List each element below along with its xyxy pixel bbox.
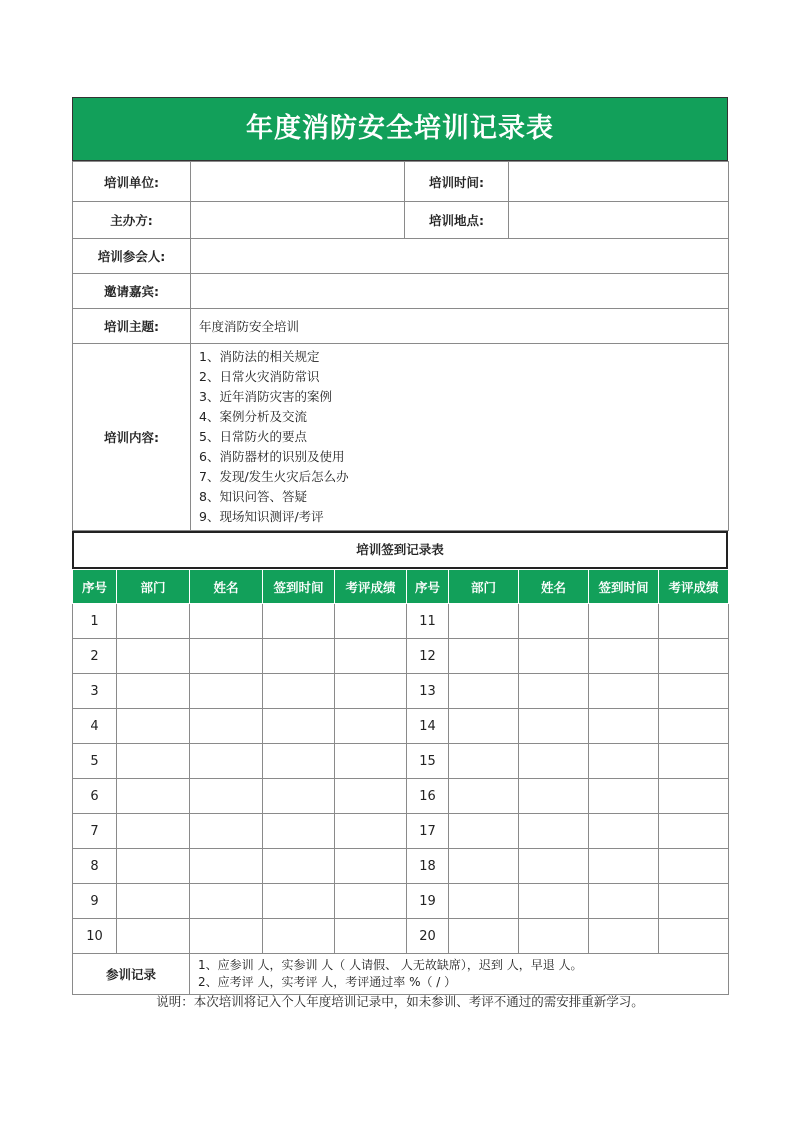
attendance-label: 参训记录 <box>73 954 190 995</box>
name-cell[interactable] <box>190 639 263 674</box>
dept-cell[interactable] <box>117 639 190 674</box>
content-list <box>191 344 729 531</box>
row-number: 17 <box>407 814 449 849</box>
score-cell[interactable] <box>659 884 729 919</box>
dept-cell[interactable] <box>117 674 190 709</box>
header-cell: 签到时间 <box>589 570 659 604</box>
signin-time-cell[interactable] <box>263 919 335 954</box>
dept-cell[interactable] <box>449 744 519 779</box>
dept-cell[interactable] <box>449 779 519 814</box>
host-field[interactable] <box>191 202 405 239</box>
header-cell: 考评成绩 <box>335 570 407 604</box>
dept-cell[interactable] <box>449 674 519 709</box>
dept-cell[interactable] <box>117 849 190 884</box>
attendance-line-2: 2、应考评 人，实考评 人，考评通过率 %（ / ） <box>198 975 457 989</box>
row-number: 4 <box>73 709 117 744</box>
name-cell[interactable] <box>519 779 589 814</box>
signin-header-row <box>73 570 729 604</box>
signin-time-cell[interactable] <box>263 779 335 814</box>
row-number: 19 <box>407 884 449 919</box>
header-cell: 姓名 <box>190 570 263 604</box>
attendance-summary <box>190 954 729 995</box>
content-item: 1、消防法的相关规定 <box>199 349 320 364</box>
dept-cell[interactable] <box>449 919 519 954</box>
score-cell[interactable] <box>659 604 729 639</box>
name-cell[interactable] <box>190 709 263 744</box>
table-row <box>73 674 729 709</box>
row-number: 18 <box>407 849 449 884</box>
guest-field[interactable] <box>191 274 729 309</box>
signin-time-cell[interactable] <box>589 779 659 814</box>
name-cell[interactable] <box>190 604 263 639</box>
score-cell[interactable] <box>335 604 407 639</box>
training-record-form <box>72 97 728 995</box>
row-number: 7 <box>73 814 117 849</box>
row-number: 15 <box>407 744 449 779</box>
header-cell: 姓名 <box>519 570 589 604</box>
name-cell[interactable] <box>190 919 263 954</box>
info-table <box>72 161 729 531</box>
score-cell[interactable] <box>335 709 407 744</box>
signin-time-cell[interactable] <box>263 744 335 779</box>
signin-body <box>73 604 729 954</box>
table-row <box>73 744 729 779</box>
footnote: 说明：本次培训将记入个人年度培训记录中，如未参训、考评不通过的需安排重新学习。 <box>156 994 644 1009</box>
header-cell: 签到时间 <box>263 570 335 604</box>
score-cell[interactable] <box>335 779 407 814</box>
name-cell[interactable] <box>519 814 589 849</box>
header-cell: 序号 <box>73 570 117 604</box>
guest-label: 邀请嘉宾: <box>73 274 191 309</box>
topic-label: 培训主题: <box>73 309 191 344</box>
row-number: 13 <box>407 674 449 709</box>
row-number: 12 <box>407 639 449 674</box>
row-number: 6 <box>73 779 117 814</box>
table-row <box>73 639 729 674</box>
table-row <box>73 604 729 639</box>
score-cell[interactable] <box>659 639 729 674</box>
table-row <box>73 884 729 919</box>
signin-time-cell[interactable] <box>263 849 335 884</box>
header-cell: 部门 <box>449 570 519 604</box>
signin-time-cell[interactable] <box>589 919 659 954</box>
score-cell[interactable] <box>335 814 407 849</box>
attendance-row <box>73 954 729 995</box>
host-label: 主办方: <box>73 202 191 239</box>
name-cell[interactable] <box>190 884 263 919</box>
form-title: 年度消防安全培训记录表 <box>72 97 728 161</box>
content-item: 7、发现/发生火灾后怎么办 <box>199 469 349 484</box>
dept-cell[interactable] <box>449 884 519 919</box>
signin-time-cell[interactable] <box>263 674 335 709</box>
signin-title: 培训签到记录表 <box>72 531 728 569</box>
name-cell[interactable] <box>519 674 589 709</box>
dept-cell[interactable] <box>117 814 190 849</box>
unit-field[interactable] <box>191 162 405 202</box>
header-cell: 部门 <box>117 570 190 604</box>
content-item: 4、案例分析及交流 <box>199 409 307 424</box>
dept-cell[interactable] <box>117 884 190 919</box>
row-number: 1 <box>73 604 117 639</box>
name-cell[interactable] <box>519 849 589 884</box>
content-item: 9、现场知识测评/考评 <box>199 509 324 524</box>
name-cell[interactable] <box>519 744 589 779</box>
signin-time-cell[interactable] <box>589 814 659 849</box>
signin-time-cell[interactable] <box>589 884 659 919</box>
score-cell[interactable] <box>335 849 407 884</box>
unit-label: 培训单位: <box>73 162 191 202</box>
header-cell: 考评成绩 <box>659 570 729 604</box>
content-item: 6、消防器材的识别及使用 <box>199 449 345 464</box>
table-row <box>73 919 729 954</box>
content-item: 5、日常防火的要点 <box>199 429 307 444</box>
dept-cell[interactable] <box>117 709 190 744</box>
signin-time-cell[interactable] <box>589 639 659 674</box>
name-cell[interactable] <box>519 709 589 744</box>
score-cell[interactable] <box>335 674 407 709</box>
name-cell[interactable] <box>519 884 589 919</box>
signin-time-cell[interactable] <box>263 639 335 674</box>
row-number: 11 <box>407 604 449 639</box>
name-cell[interactable] <box>190 779 263 814</box>
row-number: 2 <box>73 639 117 674</box>
content-item: 3、近年消防灾害的案例 <box>199 389 332 404</box>
score-cell[interactable] <box>659 849 729 884</box>
row-number: 14 <box>407 709 449 744</box>
dept-cell[interactable] <box>449 709 519 744</box>
dept-cell[interactable] <box>117 744 190 779</box>
score-cell[interactable] <box>659 744 729 779</box>
signin-time-cell[interactable] <box>589 674 659 709</box>
name-cell[interactable] <box>190 674 263 709</box>
signin-time-cell[interactable] <box>263 604 335 639</box>
name-cell[interactable] <box>190 744 263 779</box>
row-number: 20 <box>407 919 449 954</box>
name-cell[interactable] <box>190 849 263 884</box>
table-row <box>73 849 729 884</box>
time-field[interactable] <box>509 162 729 202</box>
dept-cell[interactable] <box>117 919 190 954</box>
table-row <box>73 814 729 849</box>
topic-field[interactable]: 年度消防安全培训 <box>191 309 729 344</box>
content-item: 2、日常火灾消防常识 <box>199 369 320 384</box>
time-label: 培训时间: <box>405 162 509 202</box>
dept-cell[interactable] <box>449 604 519 639</box>
row-number: 8 <box>73 849 117 884</box>
score-cell[interactable] <box>659 814 729 849</box>
name-cell[interactable] <box>519 639 589 674</box>
attendee-label: 培训参会人: <box>73 239 191 274</box>
dept-cell[interactable] <box>449 849 519 884</box>
place-field[interactable] <box>509 202 729 239</box>
content-item: 8、知识问答、答疑 <box>199 489 307 504</box>
row-number: 3 <box>73 674 117 709</box>
dept-cell[interactable] <box>117 604 190 639</box>
table-row <box>73 779 729 814</box>
row-number: 5 <box>73 744 117 779</box>
dept-cell[interactable] <box>117 779 190 814</box>
score-cell[interactable] <box>659 709 729 744</box>
row-number: 10 <box>73 919 117 954</box>
attendee-field[interactable] <box>191 239 729 274</box>
signin-time-cell[interactable] <box>589 744 659 779</box>
signin-time-cell[interactable] <box>263 884 335 919</box>
dept-cell[interactable] <box>449 639 519 674</box>
signin-table <box>72 569 729 995</box>
signin-time-cell[interactable] <box>589 849 659 884</box>
header-cell: 序号 <box>407 570 449 604</box>
signin-time-cell[interactable] <box>263 814 335 849</box>
name-cell[interactable] <box>190 814 263 849</box>
row-number: 16 <box>407 779 449 814</box>
attendance-line-1: 1、应参训 人，实参训 人（ 人请假、 人无故缺席），迟到 人，早退 人。 <box>198 958 583 972</box>
signin-time-cell[interactable] <box>589 709 659 744</box>
signin-time-cell[interactable] <box>263 709 335 744</box>
signin-time-cell[interactable] <box>589 604 659 639</box>
score-cell[interactable] <box>335 744 407 779</box>
score-cell[interactable] <box>659 779 729 814</box>
name-cell[interactable] <box>519 919 589 954</box>
score-cell[interactable] <box>335 919 407 954</box>
score-cell[interactable] <box>659 919 729 954</box>
row-number: 9 <box>73 884 117 919</box>
name-cell[interactable] <box>519 604 589 639</box>
score-cell[interactable] <box>335 884 407 919</box>
table-row <box>73 709 729 744</box>
place-label: 培训地点: <box>405 202 509 239</box>
score-cell[interactable] <box>335 639 407 674</box>
content-label: 培训内容: <box>73 344 191 531</box>
dept-cell[interactable] <box>449 814 519 849</box>
score-cell[interactable] <box>659 674 729 709</box>
